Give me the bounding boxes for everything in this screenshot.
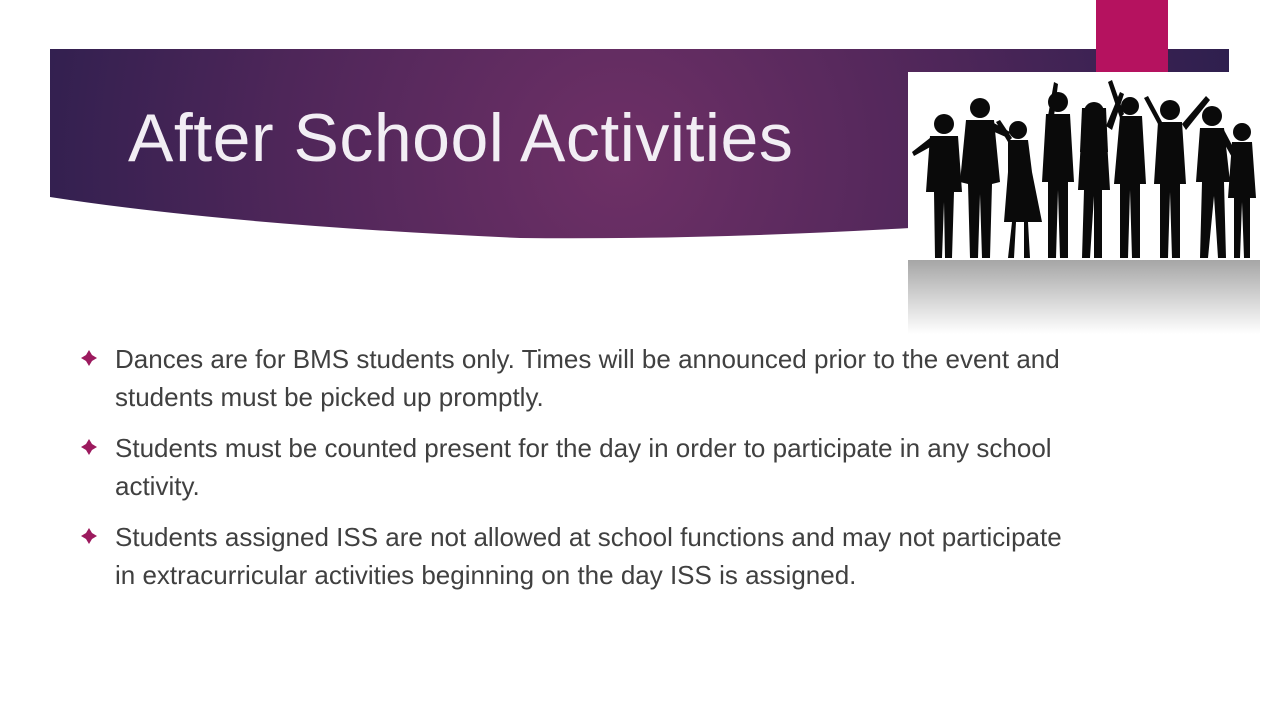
slide-title: After School Activities (128, 100, 794, 176)
bullet-text: Students must be counted present for the day in order to participate in any school activity. (115, 433, 1052, 501)
list-item (80, 429, 1080, 505)
diamond-bullet-icon (80, 438, 98, 456)
diamond-bullet-icon (80, 527, 98, 545)
dancing-silhouettes-image (908, 72, 1260, 334)
diamond-bullet-icon (80, 349, 98, 367)
list-item (80, 340, 1080, 416)
list-item (80, 518, 1080, 594)
bullet-text: Dances are for BMS students only. Times will be announced prior to the event and students must be picked up promptly. (115, 344, 1060, 412)
dancing-silhouettes-icon (908, 72, 1260, 334)
accent-tab (1096, 0, 1168, 72)
bullet-text: Students assigned ISS are not allowed at school functions and may not participate in extracurricular activities beginning on the day ISS is assigned. (115, 522, 1062, 590)
bullet-list (80, 340, 1080, 607)
